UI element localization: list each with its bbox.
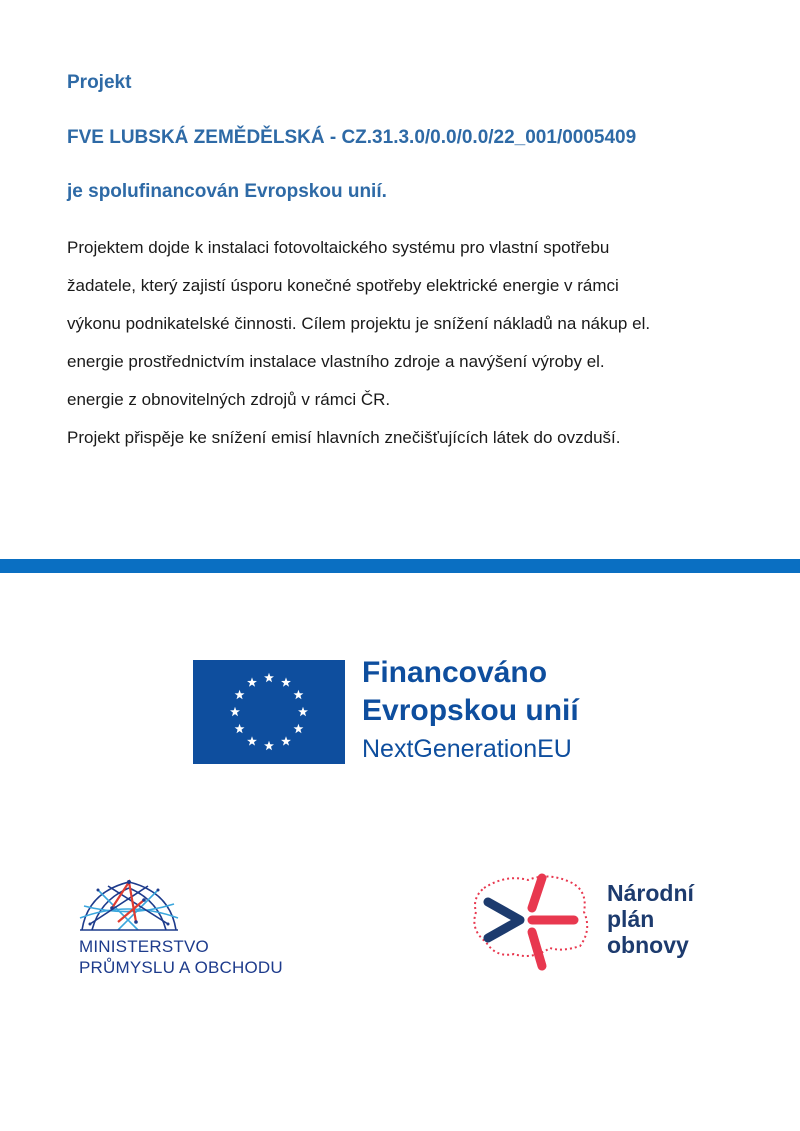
description-line: výkonu podnikatelské činnosti. Cílem projektu je snížení nákladů na nákup el. — [67, 314, 651, 333]
description-line: Projektem dojde k instalaci fotovoltaického systému pro vlastní spotřebu — [67, 238, 610, 257]
npo-logo-text — [607, 880, 694, 958]
description-line: Projekt přispěje ke snížení emisí hlavních znečišťujících látek do ovzduší. — [67, 428, 621, 447]
description-line: energie prostřednictvím instalace vlastního zdroje a navýšení výroby el. — [67, 352, 605, 371]
npo-logo-line-3: obnovy — [607, 932, 689, 958]
eu-funding-logo-text — [362, 654, 579, 766]
eu-logo-line-3: NextGenerationEU — [362, 735, 572, 763]
npo-logo-line-2: plán — [607, 906, 655, 932]
eu-logo-line-2: Evropskou unií — [362, 694, 579, 727]
project-cofinancing-statement: je spolufinancován Evropskou unií. — [67, 181, 387, 202]
divider-bar — [0, 559, 800, 573]
npo-logo-line-1: Národní — [607, 880, 694, 906]
npo-logo-icon — [466, 868, 596, 978]
ministry-globe-icon — [78, 878, 180, 932]
description-line: energie z obnovitelných zdrojů v rámci ČR. — [67, 390, 391, 409]
project-description — [67, 229, 747, 457]
ministry-logo-line-2: PRŮMYSLU A OBCHODU — [79, 958, 283, 977]
ministry-logo-line-1: MINISTERSTVO — [79, 937, 209, 956]
description-line: žadatele, který zajistí úsporu konečné spotřeby elektrické energie v rámci — [67, 276, 619, 295]
project-label: Projekt — [67, 72, 132, 93]
eu-logo-line-1: Financováno — [362, 656, 548, 689]
project-title: FVE LUBSKÁ ZEMĚDĚLSKÁ - CZ.31.3.0/0.0/0.0/22_001/0005409 — [67, 127, 637, 148]
eu-flag-icon — [193, 660, 345, 764]
ministry-logo-text — [79, 936, 283, 978]
